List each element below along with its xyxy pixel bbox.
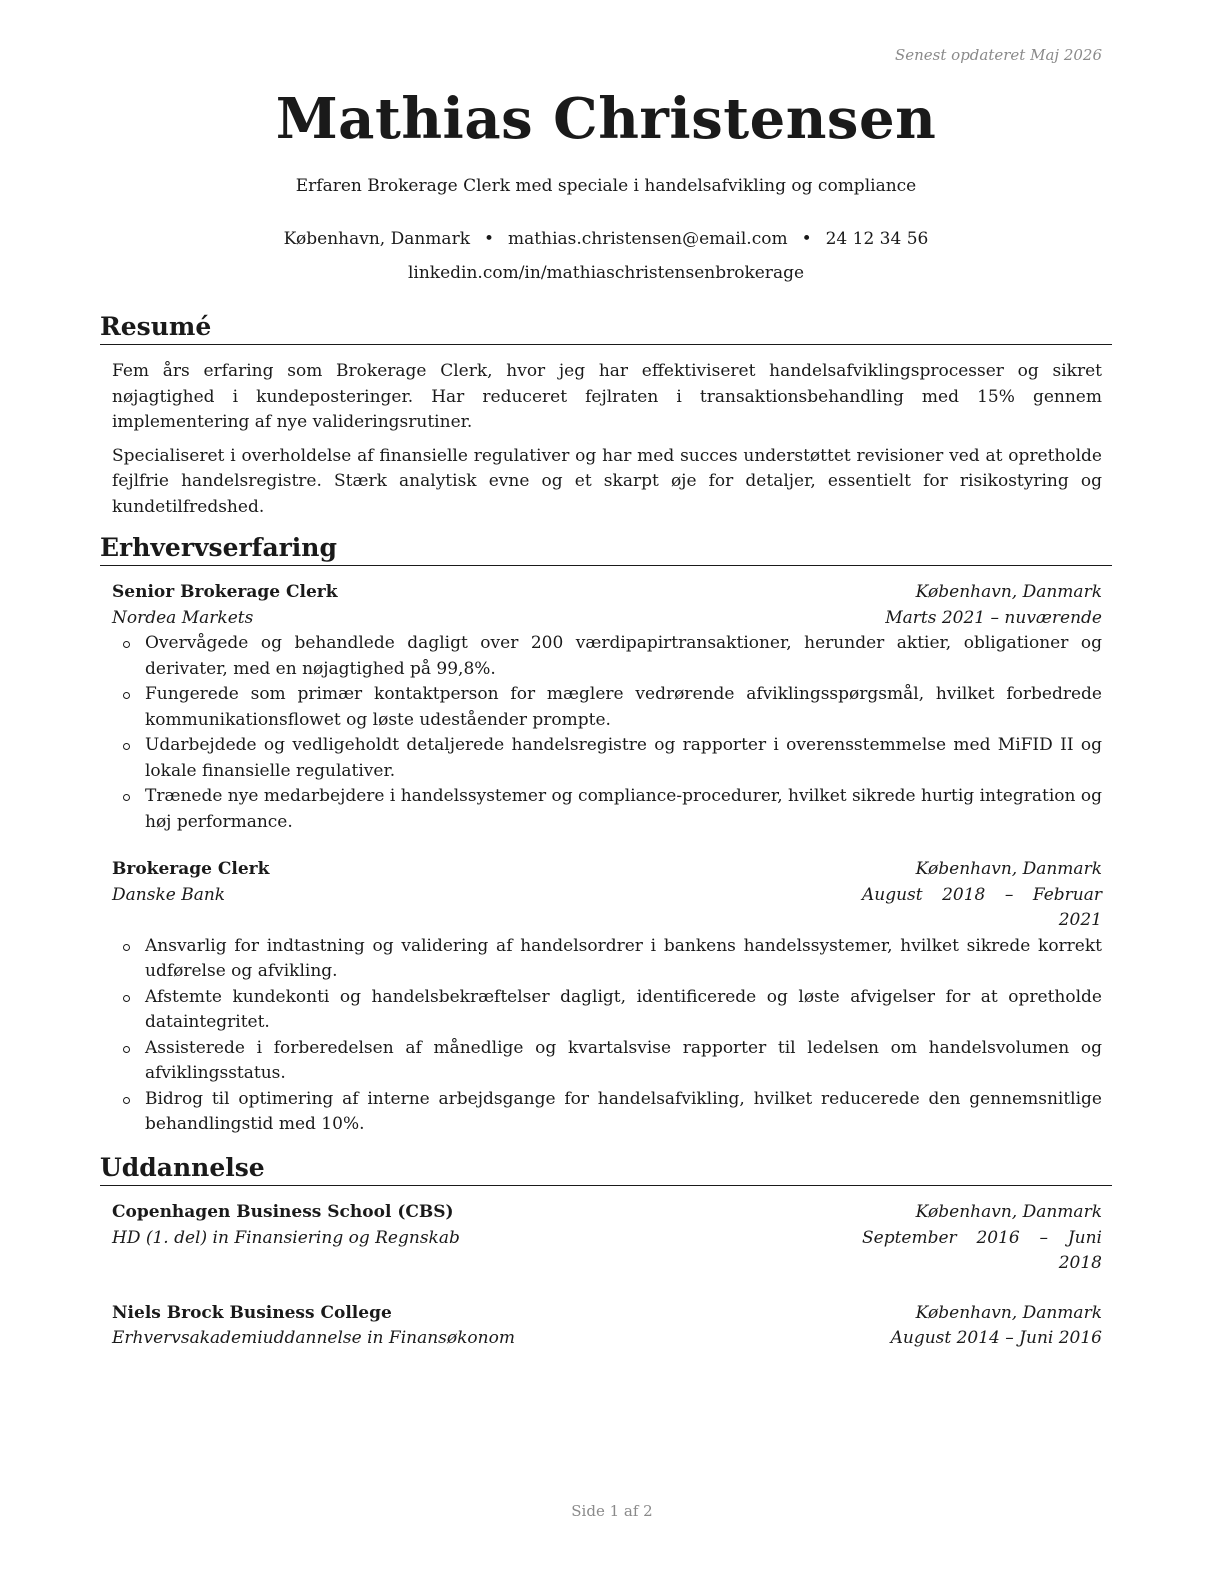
job-location: København, Danmark [915,859,1102,879]
job-bullets [112,631,1102,835]
list-item: Afstemte kundekonti og handelsbekræftelser dagligt, identificerede og løste afvigelser for at opretholde dataintegritet. [145,985,1102,1036]
candidate-name: Mathias Christensen [275,86,937,152]
page-number: Side 1 af 2 [571,1502,653,1520]
job-company: Danske Bank [112,884,226,905]
summary-paragraph: Specialiseret i overholdelse af finansielle regulativer og har med succes understøttet revisioner ved at opretholde fejlfrie handelsregistre. Stærk analytisk evne og et skarpt øje for detaljer, essentielt for risikostyring og kundetilfredshed. [112,445,1102,517]
education-dates: September 2016 – Juni 2018 [862,1227,1102,1273]
school-location: København, Danmark [915,1302,1102,1323]
school-name: Copenhagen Business School (CBS) [112,1202,454,1222]
section-title-education: Uddannelse [100,1153,1112,1186]
school-location: København, Danmark [915,1202,1102,1222]
resume-page [100,0,1112,1584]
school-name: Niels Brock Business College [112,1302,392,1323]
job-location: København, Danmark [915,582,1102,602]
section-title-summary: Resumé [100,312,1112,345]
list-item: Overvågede og behandlede dagligt over 200 værdipapirtransaktioner, herunder aktier, obligationer og derivater, med en nøjagtighed på 99,8%. [145,631,1102,682]
list-item: Fungerede som primær kontaktperson for mæglere vedrørende afviklingsspørgsmål, hvilket forbedrede kommunikationsflowet og løste udeståender prompte. [145,682,1102,733]
summary-section [100,312,1112,520]
contact-email[interactable]: mathias.christensen@email.com [508,229,788,249]
degree: Erhvervsakademiuddannelse in Finansøkonom [112,1328,515,1348]
degree: HD (1. del) in Finansiering og Regnskab [112,1227,460,1248]
contact-line [100,229,1112,249]
education-entry [112,1200,1102,1277]
contact-location: København, Danmark [283,229,470,249]
contact-phone[interactable]: 24 12 34 56 [825,229,929,249]
last-updated: Senest opdateret Maj 2026 [894,46,1102,64]
education-dates: August 2014 – Juni 2016 [890,1328,1102,1348]
list-item: Udarbejdede og vedligeholdt detaljerede handelsregistre og rapporter i overensstemmelse med MiFID II og lokale finansielle regulativer. [145,733,1102,784]
job-role: Brokerage Clerk [112,859,270,879]
list-item: Bidrog til optimering af interne arbejdsgange for handelsafvikling, hvilket reducerede den gennemsnitlige behandlingstid med 10%. [145,1087,1102,1138]
bullet-separator: • [484,229,495,249]
list-item: Ansvarlig for indtastning og validering af handelsordrer i bankens handelssystemer, hvilket sikrede korrekt udførelse og afvikling. [145,934,1102,985]
section-title-experience: Erhvervserfaring [100,533,1112,566]
tagline: Erfaren Brokerage Clerk med speciale i handelsafvikling og compliance [295,176,917,196]
experience-section [100,533,1112,1138]
summary-paragraph: Fem års erfaring som Brokerage Clerk, hvor jeg har effektiviseret handelsafviklingsprocesser og sikret nøjagtighed i kundeposteringer. Har reduceret fejlraten i transaktionsbehandling med 15% gennem implementering af nye valideringsrutiner. [112,361,1102,432]
education-section [100,1153,1112,1352]
education-entry [112,1301,1102,1352]
list-item: Assisterede i forberedelsen af månedlige og kvartalsvise rapporter til ledelsen om handelsvolumen og afviklingsstatus. [145,1036,1102,1087]
job-dates: August 2018 – Februar 2021 [862,884,1102,930]
job-company: Nordea Markets [112,607,254,628]
job-entry [112,580,1102,835]
job-entry [112,857,1102,1138]
bullet-separator: • [801,229,812,249]
job-role: Senior Brokerage Clerk [112,582,338,602]
linkedin-link[interactable]: linkedin.com/in/mathiaschristensenbrokerage [407,263,805,283]
list-item: Trænede nye medarbejdere i handelssystemer og compliance-procedurer, hvilket sikrede hurtig integration og høj performance. [145,784,1102,835]
job-bullets [112,934,1102,1138]
job-dates: Marts 2021 – nuværende [885,607,1102,628]
